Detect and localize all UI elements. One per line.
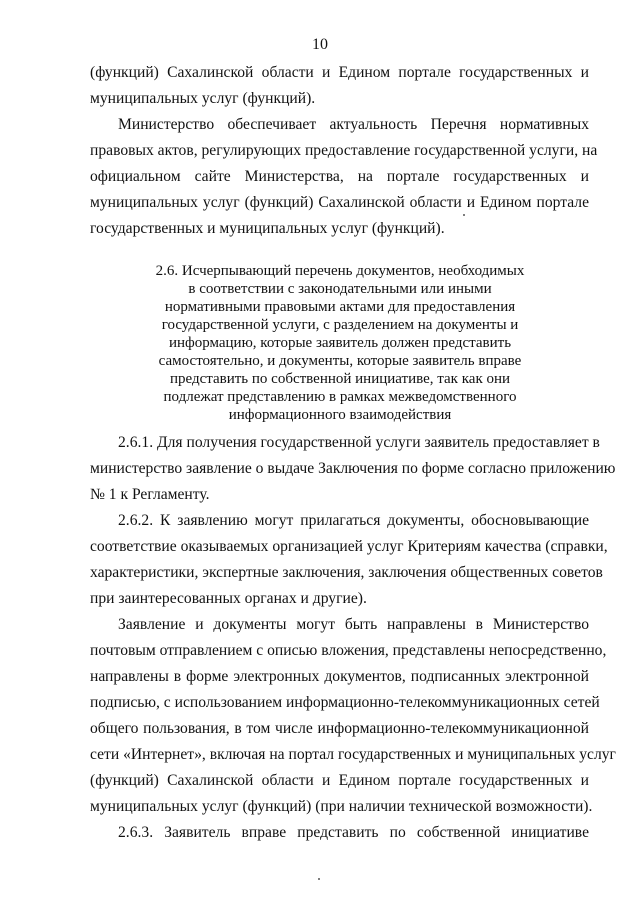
heading-line: подлежат представлению в рамках межведомственного (163, 389, 517, 405)
heading-line: информационного взаимодействия (228, 407, 452, 423)
text-line: характеристики, экспертные заключения, заключения общественных советов (90, 564, 603, 581)
text-line: соответствие оказываемых организацией услуг Критериям качества (справки, (90, 538, 608, 555)
text-line: Министерство обеспечивает актуальность Перечня нормативных (118, 116, 589, 133)
text-line: подписью, с использованием информационно-телекоммуникационных сетей (90, 694, 600, 711)
text-line: (функций) Сахалинской области и Едином портале государственных и (90, 64, 589, 81)
text-line: 2.6.1. Для получения государственной услуги заявитель предоставляет в (118, 434, 600, 451)
text-line: Заявление и документы могут быть направлены в Министерство (118, 616, 589, 633)
heading-line: 2.6. Исчерпывающий перечень документов, необходимых (155, 263, 525, 279)
heading-line: в соответствии с законодательными или иными (188, 281, 492, 297)
heading-line: самостоятельно, и документы, которые заявитель вправе (158, 353, 522, 369)
heading-line: информацию, которые заявитель должен представить (168, 335, 512, 351)
heading-line: представить по собственной инициативе, так как они (169, 371, 511, 387)
heading-line: государственной услуги, с разделением на документы и (161, 317, 519, 333)
text-line: правовых актов, регулирующих предоставление государственной услуги, на (90, 142, 598, 159)
text-line: муниципальных услуг (функций) (при наличии технической возможности). (90, 798, 593, 815)
page-number: 10 (312, 36, 328, 53)
text-line: 2.6.2. К заявлению могут прилагаться документы, обосновывающие (118, 512, 589, 529)
text-line: муниципальных услуг (функций) Сахалинской области и Едином портале (90, 194, 589, 211)
text-line: (функций) Сахалинской области и Едином портале государственных и (90, 772, 589, 789)
heading-line: нормативными правовыми актами для предоставления (164, 299, 516, 315)
text-line: № 1 к Регламенту. (90, 486, 210, 503)
text-line: министерство заявление о выдаче Заключения по форме согласно приложению (90, 460, 616, 477)
text-line: направлены в форме электронных документов, подписанных электронной (90, 668, 589, 685)
text-line: муниципальных услуг (функций). (90, 90, 316, 107)
text-line: 2.6.3. Заявитель вправе представить по собственной инициативе (118, 824, 589, 841)
text-line: почтовым отправлением с описью вложения, представлены непосредственно, (90, 642, 607, 659)
text-line: при заинтересованных органах и другие). (90, 590, 367, 607)
text-line: официальном сайте Министерства, на портале государственных и (90, 168, 589, 185)
text-line: общего пользования, в том числе информационно-телекоммуникационной (90, 720, 589, 737)
text-line: сети «Интернет», включая на портал государственных и муниципальных услуг (90, 746, 616, 763)
scan-speck (318, 878, 320, 880)
text-line: государственных и муниципальных услуг (функций). (90, 220, 445, 237)
scan-speck (463, 214, 465, 216)
